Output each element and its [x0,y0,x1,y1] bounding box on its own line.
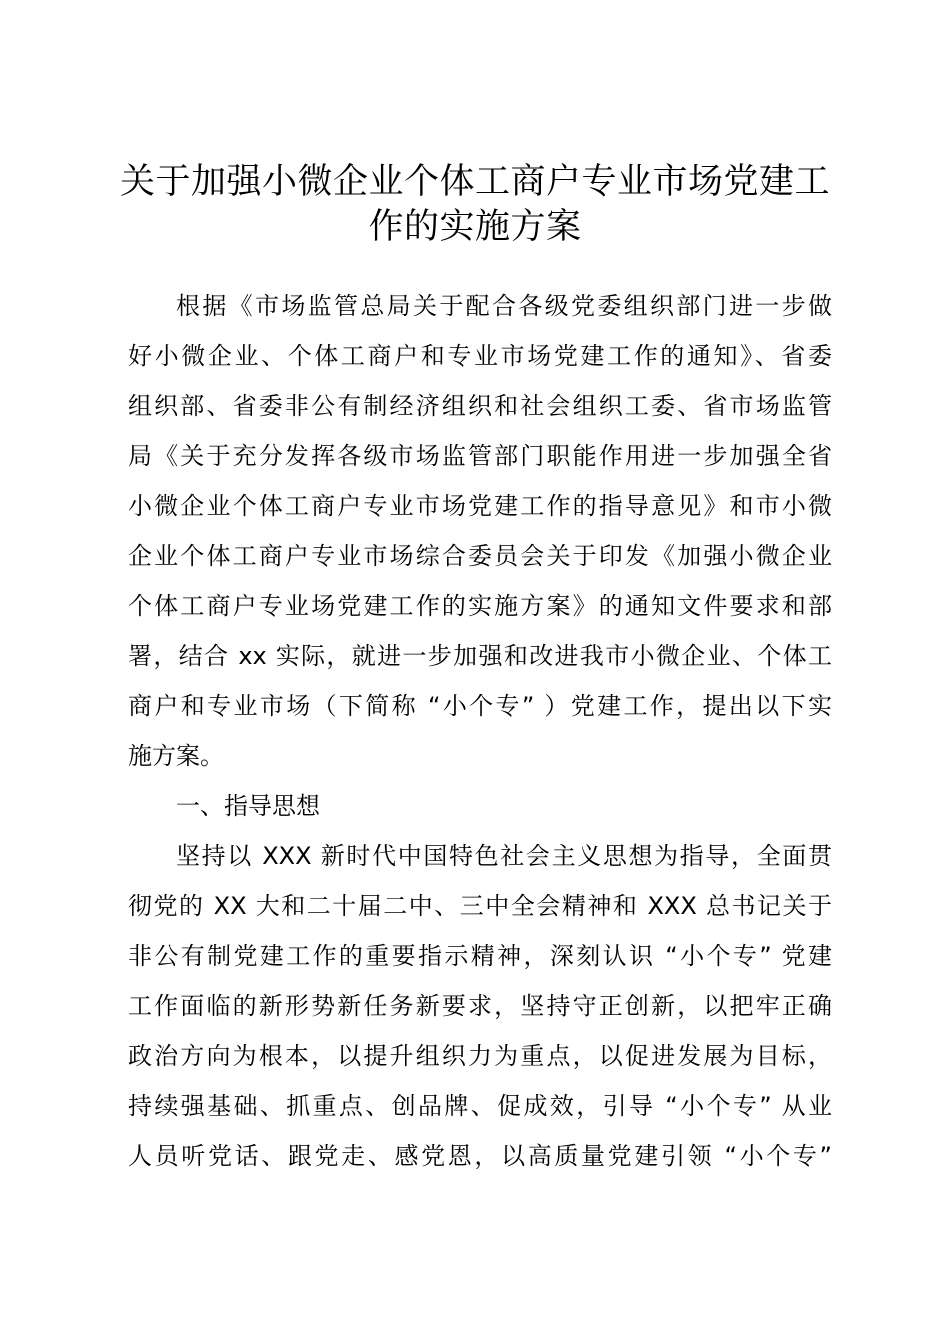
paragraph-line: 持续强基础、抓重点、创品牌、促成效，引导 “小个专” 从业 [128,1092,832,1120]
paragraph-line: 施方案。 [128,742,224,770]
paragraph-line: 工作面临的新形势新任务新要求，坚持守正创新，以把牢正确 [128,992,832,1020]
paragraph-line: 局《关于充分发挥各级市场监管部门职能作用进一步加强全省 [128,442,832,470]
paragraph-line: 根据《市场监管总局关于配合各级党委组织部门进一步做 [176,292,832,320]
document-title [120,160,830,250]
paragraph-line: 非公有制党建工作的重要指示精神，深刻认识 “小个专” 党建 [128,942,832,970]
paragraph-line: 人员听党话、跟党走、感党恩，以高质量党建引领 “小个专” [128,1142,832,1170]
paragraph-line: 小微企业个体工商户专业市场党建工作的指导意见》和市小微 [128,492,832,520]
paragraph-line: 组织部、省委非公有制经济组织和社会组织工委、省市场监管 [128,392,832,420]
title-line-2: 作的实施方案 [368,207,582,247]
title-line-1: 关于加强小微企业个体工商户专业市场党建工 [120,162,831,202]
paragraph-line: 政治方向为根本，以提升组织力为重点，以促进发展为目标， [128,1042,832,1070]
section-heading: 一、指导思想 [176,792,320,820]
paragraph-line: 彻党的 XX 大和二十届二中、三中全会精神和 XXX 总书记关于 [128,892,832,920]
paragraph-line: 好小微企业、个体工商户和专业市场党建工作的通知》、省委 [128,342,832,370]
paragraph-line: 署，结合 xx 实际，就进一步加强和改进我市小微企业、个体工 [128,642,832,670]
paragraph-line: 个体工商户专业场党建工作的实施方案》的通知文件要求和部 [128,592,832,620]
paragraph-line: 坚持以 XXX 新时代中国特色社会主义思想为指导，全面贯 [176,842,832,870]
paragraph-line: 商户和专业市场（下简称 “小个专” ）党建工作，提出以下实 [128,692,832,720]
paragraph-line: 企业个体工商户专业市场综合委员会关于印发《加强小微企业 [128,542,832,570]
